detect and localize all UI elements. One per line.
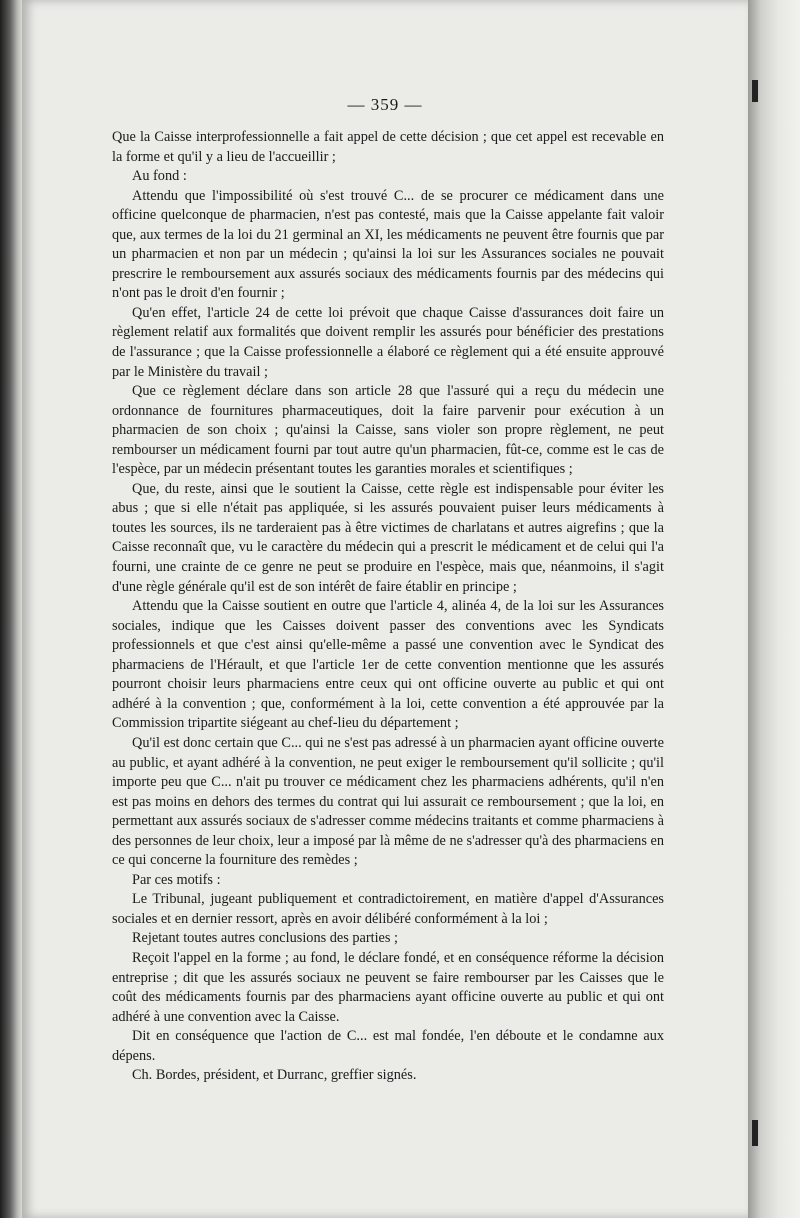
paragraph: Qu'il est donc certain que C... qui ne s'est pas adressé à un pharmacien ayant officine ouverte au public, et ayant adhéré à la convention, ne peut exiger le remboursement qu'il sollicite ; qu'il importe peu que C... n'ait pu trouver ce médicament chez les pharmaciens adhérents, qu'il n'en est pas moins en dehors des termes du contrat qui lui assurait ce remboursement ; que la loi, en permettant aux assurés sociaux de s'adresser comme médecins traitants et comme pharmaciens à des personnes de leur choix, leur a imposé par là même de ne s'adresser qu'à des pharmaciens en ce qui concerne la fourniture des remèdes ; [112,734,664,869]
paragraph: Qu'en effet, l'article 24 de cette loi prévoit que chaque Caisse d'assurances doit faire un règlement relatif aux formalités que doivent remplir les assurés pour bénéficier des prestations de l'assurance ; que la Caisse professionnelle a élaboré ce règlement qui a été ensuite approuvé par le Ministère du travail ; [112,304,664,380]
document-page [22,0,748,1218]
paragraph: Le Tribunal, jugeant publiquement et contradictoirement, en matière d'appel d'Assurances sociales et en dernier ressort, après en avoir délibéré conformément à la loi ; [112,891,664,927]
paragraph: Dit en conséquence que l'action de C... est mal fondée, l'en déboute et le condamne aux dépens. [112,1028,664,1064]
paragraph: Attendu que l'impossibilité où s'est trouvé C... de se procurer ce médicament dans une officine quelconque de pharmacien, n'est pas contesté, mais que la Caisse appelante fait valoir que, aux termes de la loi du 21 germinal an XI, les médicaments ne peuvent être fournis que par un pharmacien et non par un médecin ; qu'ainsi la loi sur les Assurances sociales ne pouvait prescrire le remboursement aux assurés sociaux des médicaments fournis par des médecins qui n'ont pas le droit d'en fournir ; [112,187,664,302]
paragraph: Ch. Bordes, président, et Durranc, greffier signés. [132,1067,417,1084]
paragraph: Par ces motifs : [132,871,221,888]
edge-mark [752,80,758,102]
page-edge [748,0,800,1218]
paragraph: Que ce règlement déclare dans son article 28 que l'assuré qui a reçu du médecin une ordonnance de fournitures pharmaceutiques, doit la faire parvenir pour exécution à un pharmacien de son choix ; qu'ainsi la Caisse, sans violer son propre règlement, ne peut rembourser un médicament fourni par tout autre qu'un pharmacien, fût-ce, comme est le cas de l'espèce, par un médecin présentant toutes les garanties morales et scientifiques ; [112,383,664,478]
body-text [112,128,664,1086]
paragraph: Rejetant toutes autres conclusions des parties ; [132,930,399,947]
paragraph: Que la Caisse interprofessionnelle a fait appel de cette décision ; que cet appel est recevable en la forme et qu'il y a lieu de l'accueillir ; [112,129,664,165]
paragraph: Au fond : [132,168,187,185]
book-spine [0,0,22,1218]
paragraph: Attendu que la Caisse soutient en outre que l'article 4, alinéa 4, de la loi sur les Assurances sociales, indique que les Caisses doivent passer des conventions avec les Syndicats professionnels et que c'est ainsi qu'elle-même a passé une convention avec le Syndicat des pharmaciens de l'Hérault, et que l'article 1er de cette convention mentionne que les assurés pourront choisir leurs pharmaciens entre ceux qui ont officine ouverte au public et qui ont adhéré à la convention ; que, conformément à la loi, cette convention a été approuvée par la Commission tripartite siégeant au chef-lieu du département ; [112,598,664,732]
edge-mark [752,1120,758,1146]
paragraph: Reçoit l'appel en la forme ; au fond, le déclare fondé, et en conséquence réforme la décision entreprise ; dit que les assurés sociaux ne peuvent se faire rembourser par les Caisses que le coût des médicaments fournis par des pharmaciens ayant officine ouverte au public et qui ont adhéré à une convention avec la Caisse. [112,949,664,1025]
page-number: — 359 — [347,95,423,114]
paragraph: Que, du reste, ainsi que le soutient la Caisse, cette règle est indispensable pour éviter les abus ; que si elle n'était pas appliquée, si les assurés pouvaient puiser leurs médicaments à toutes les sources, ils ne tarderaient pas à être victimes de charlatans et autres aigrefins ; que la Caisse reconnaît que, vu le caractère du médecin qui a prescrit le médicament et de celui qui l'a fourni, une crainte de ce genre ne peut se produire en l'espèce, mais que, néanmoins, il s'agit d'une règle générale qu'il est de son intérêt de faire établir en principe ; [112,480,664,595]
